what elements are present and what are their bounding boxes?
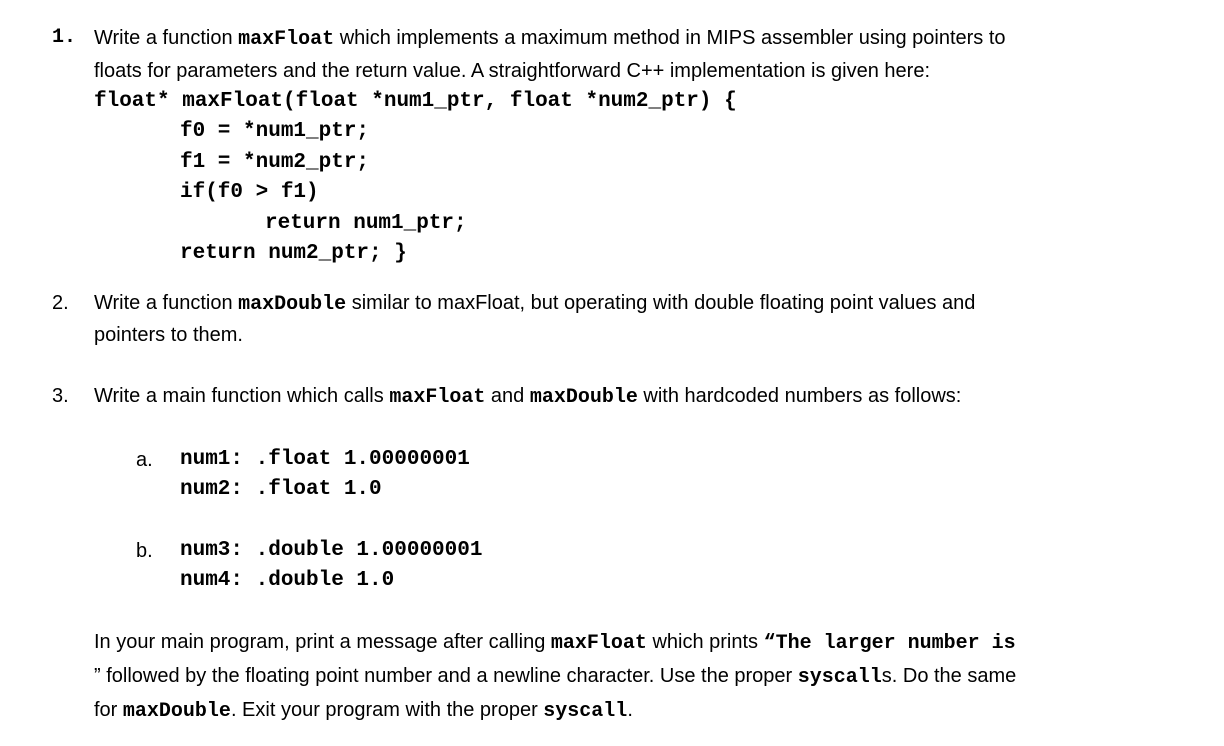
item-1-function-name: maxFloat xyxy=(238,28,335,51)
paragraph-line-2 xyxy=(94,662,1016,692)
sub-b-line-2: num4: .double 1.0 xyxy=(180,569,395,592)
paragraph-syscall: syscall xyxy=(797,666,882,689)
item-2-text: Write a function xyxy=(94,292,239,314)
sub-a-letter: a. xyxy=(136,449,153,471)
paragraph-period: . xyxy=(627,699,633,721)
code-line-f1: f1 = *num2_ptr; xyxy=(180,151,370,174)
code-line-return-num2: return num2_ptr; } xyxy=(180,242,407,265)
paragraph-text-2: ” followed by the floating point number and a newline character. Use the proper xyxy=(94,665,798,687)
sub-b-line-1: num3: .double 1.00000001 xyxy=(180,539,483,562)
item-3-text-rest: with hardcoded numbers as follows: xyxy=(637,385,962,407)
sub-a-line-2: num2: .float 1.0 xyxy=(180,478,382,501)
item-3-maxfloat: maxFloat xyxy=(389,386,486,409)
code-line-if: if(f0 > f1) xyxy=(180,181,319,204)
paragraph-text-3: for xyxy=(94,699,123,721)
item-3-text: Write a main function which calls xyxy=(94,385,390,407)
paragraph-line-1 xyxy=(94,628,1016,658)
item-1-line-1 xyxy=(94,24,1006,54)
paragraph-maxfloat: maxFloat xyxy=(550,632,647,655)
item-1-number: 1. xyxy=(52,26,77,49)
item-3-number: 3. xyxy=(52,385,69,407)
paragraph-text-mid: which prints xyxy=(646,631,764,653)
item-2-line-2: pointers to them. xyxy=(94,324,243,346)
item-1-text: Write a function xyxy=(94,27,239,49)
code-line-f0: f0 = *num1_ptr; xyxy=(180,120,370,143)
sub-a-line-1: num1: .float 1.00000001 xyxy=(180,448,470,471)
paragraph-text: In your main program, print a message after calling xyxy=(94,631,551,653)
code-line-signature: float* maxFloat(float *num1_ptr, float *num2_ptr) { xyxy=(94,90,737,113)
paragraph-text-3-mid: . Exit your program with the proper xyxy=(230,699,544,721)
item-1-line-2: floats for parameters and the return value. A straightforward C++ implementation is given here: xyxy=(94,60,930,82)
paragraph-syscall-exit: syscall xyxy=(543,700,628,723)
paragraph-maxdouble: maxDouble xyxy=(122,700,231,723)
item-2-number: 2. xyxy=(52,292,69,314)
paragraph-message-string: “The larger number is xyxy=(763,632,1016,655)
paragraph-line-3 xyxy=(94,696,633,726)
item-1-text-rest: which implements a maximum method in MIPS assembler using pointers to xyxy=(334,27,1006,49)
item-3-and: and xyxy=(485,385,530,407)
code-line-return-num1: return num1_ptr; xyxy=(265,212,467,235)
item-2-line-1 xyxy=(94,289,975,319)
item-2-function-name: maxDouble xyxy=(238,293,347,316)
item-3-line-1 xyxy=(94,382,961,412)
paragraph-text-2-rest: s. Do the same xyxy=(881,665,1017,687)
item-3-maxdouble: maxDouble xyxy=(529,386,638,409)
item-2-text-rest: similar to maxFloat, but operating with double floating point values and xyxy=(346,292,976,314)
sub-b-letter: b. xyxy=(136,540,153,562)
